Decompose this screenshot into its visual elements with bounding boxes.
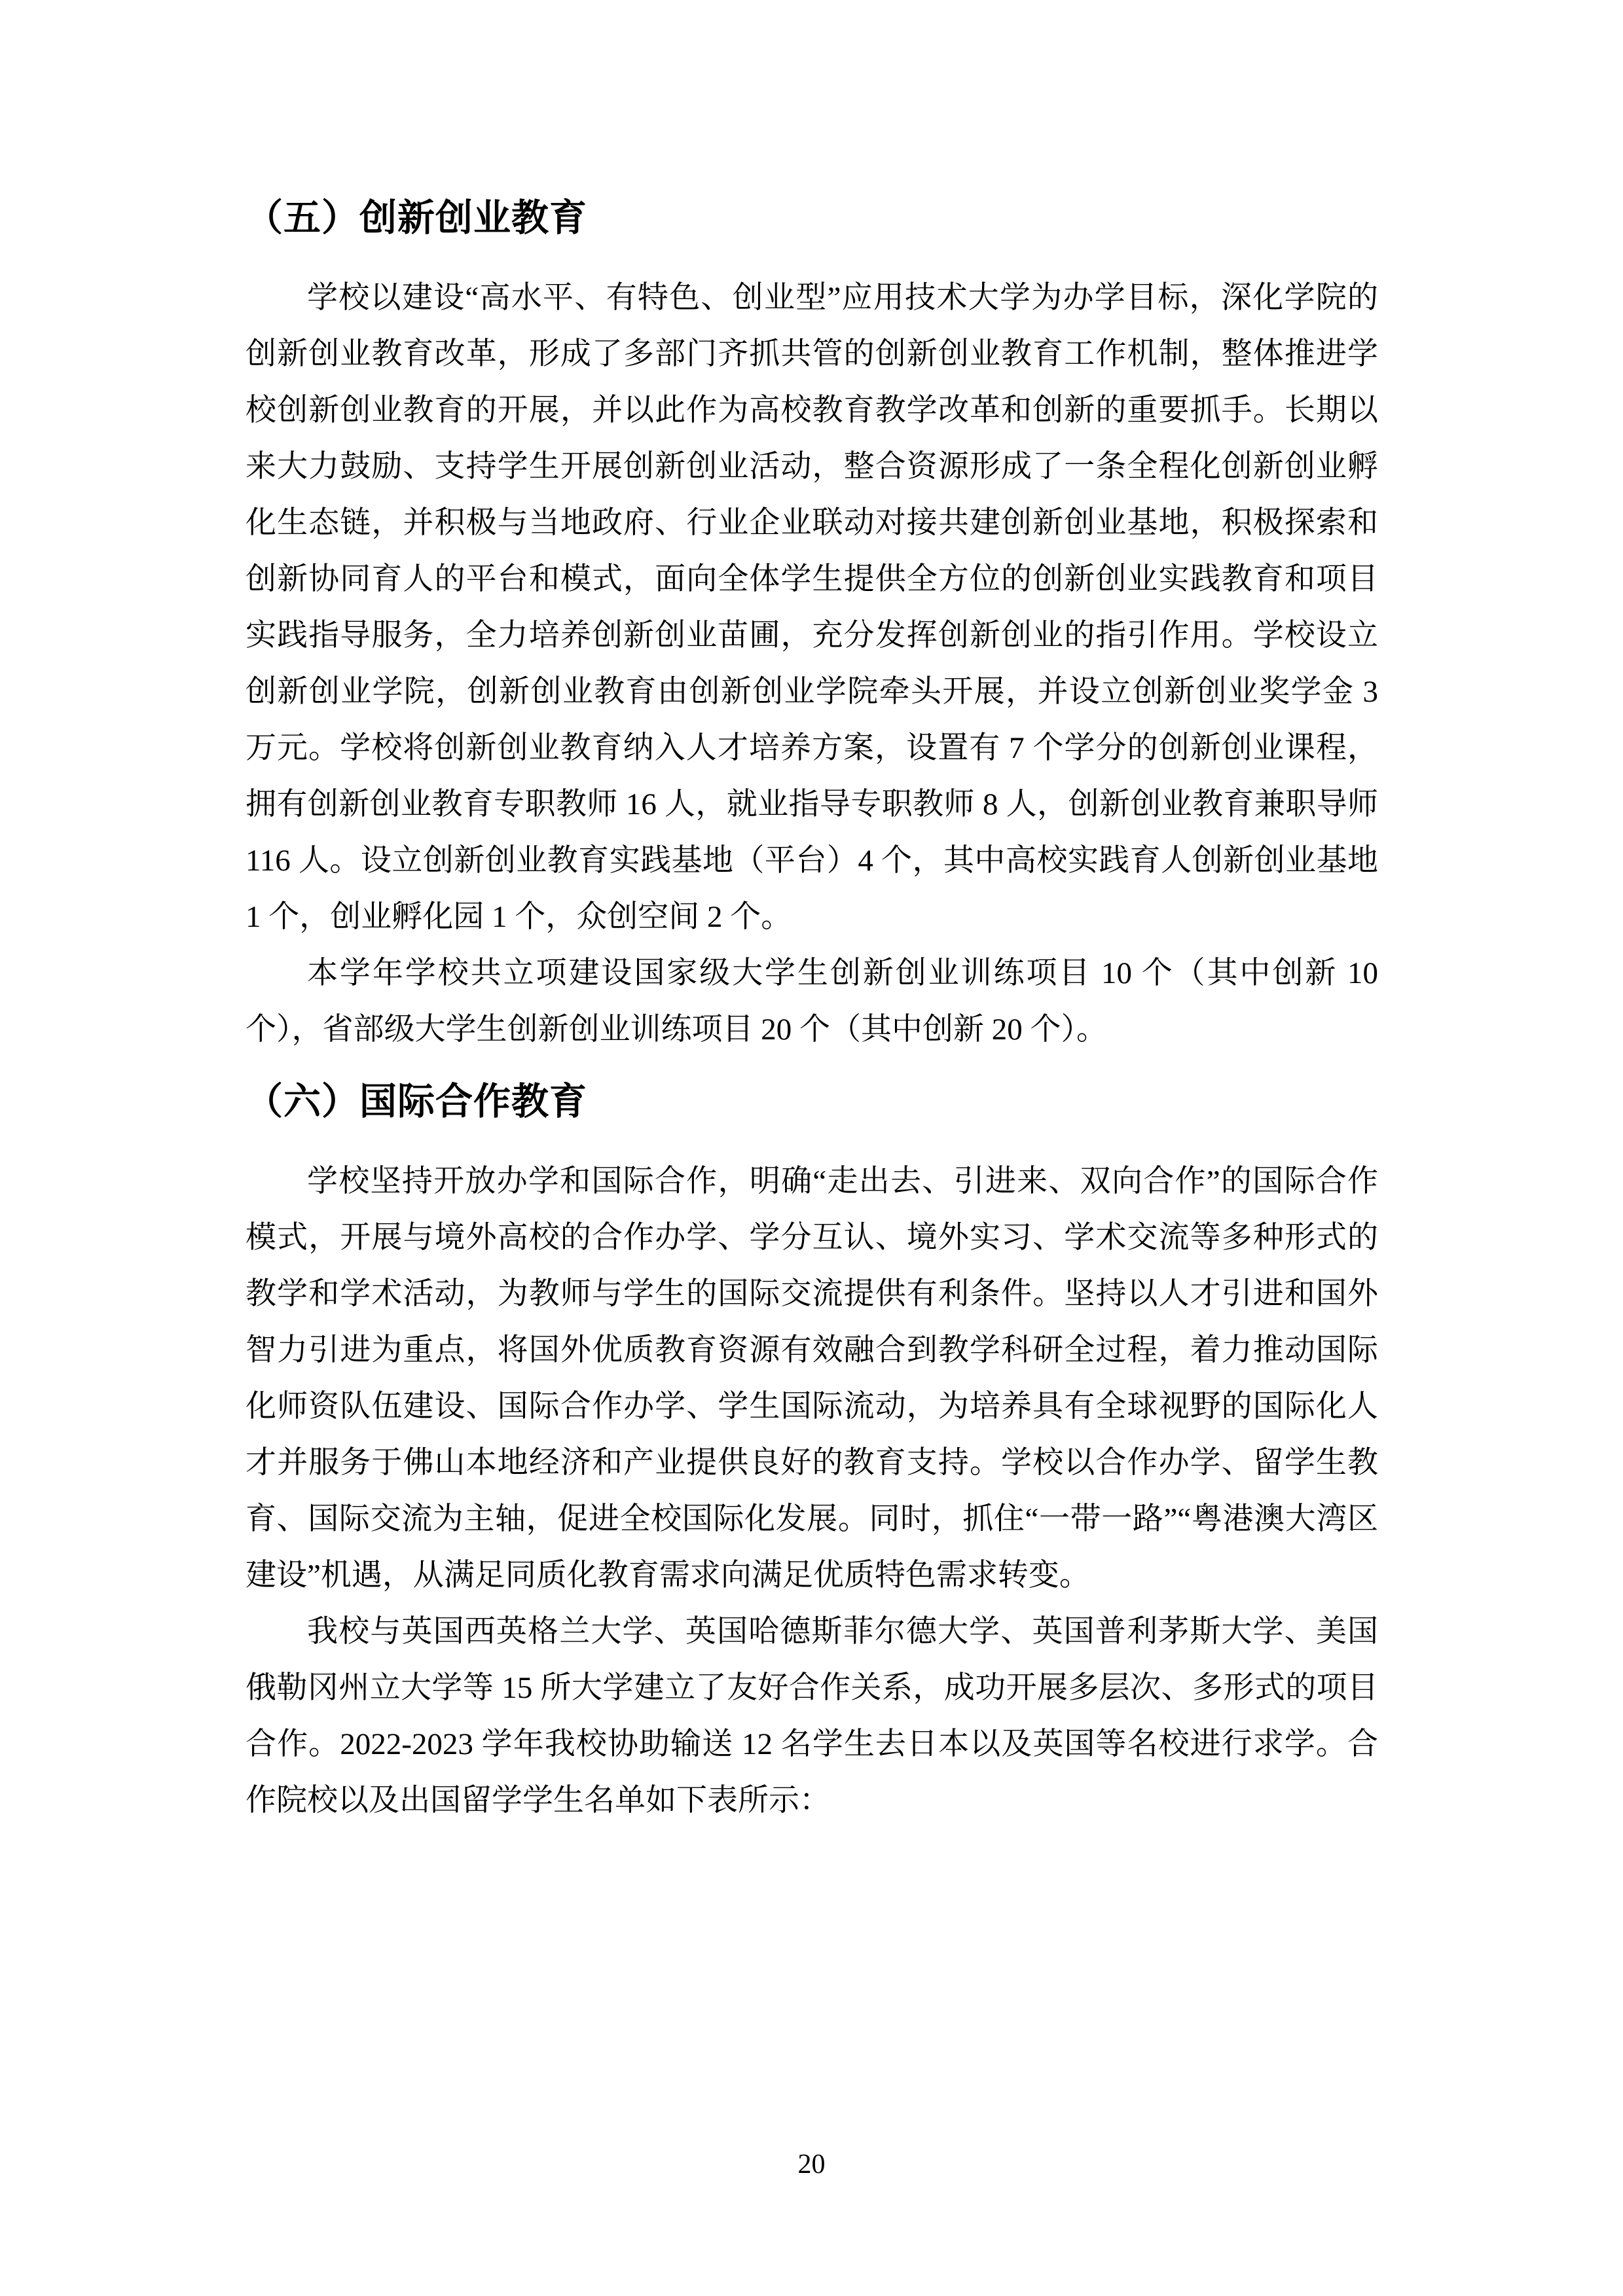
paragraph-innovation-training-projects: 本学年学校共立项建设国家级大学生创新创业训练项目 10 个（其中创新 10 个），省部级大学生创新创业训练项目 20 个（其中创新 20 个）。 (246, 956, 1378, 1047)
paragraph-international-overview: 学校坚持开放办学和国际合作，明确“走出去、引进来、双向合作”的国际合作模式，开展与境外高校的合作办学、学分互认、境外实习、学术交流等多种形式的教学和学术活动，为教师与学生的国际交流提供有利条件。坚持以人才引进和国外智力引进为重点，将国外优质教育资源有效融合到教学科研全过程，着力推动国际化师资队伍建设、国际合作办学、学生国际流动，为培养具有全球视野的国际化人才并服务于佛山本地经济和产业提供良好的教育支持。学校以合作办学、留学生教育、国际交流为主轴，促进全校国际化发展。同时，抓住“一带一路”“粤港澳大湾区建设”机遇，从满足同质化教育需求向满足优质特色需求转变。 (246, 1164, 1378, 1592)
section-heading-innovation-entrepreneurship-education: （五）创新创业教育 (246, 197, 587, 239)
section-heading-international-cooperation-education: （六）国际合作教育 (246, 1081, 587, 1122)
paragraph-international-partners: 我校与英国西英格兰大学、英国哈德斯菲尔德大学、英国普利茅斯大学、美国俄勒冈州立大学等 15 所大学建立了友好合作关系，成功开展多层次、多形式的项目合作。2022-2023 学年我校协助输送 12 名学生去日本以及英国等名校进行求学。合作院校以及出国留学学生名单如下表所示： (246, 1615, 1378, 1818)
page-number: 20 (797, 2149, 826, 2179)
page-content (246, 194, 1378, 1829)
paragraph-innovation-overview: 学校以建设“高水平、有特色、创业型”应用技术大学为办学目标，深化学院的创新创业教育改革，形成了多部门齐抓共管的创新创业教育工作机制，整体推进学校创新创业教育的开展，并以此作为高校教育教学改革和创新的重要抓手。长期以来大力鼓励、支持学生开展创新创业活动，整合资源形成了一条全程化创新创业孵化生态链，并积极与当地政府、行业企业联动对接共建创新创业基地，积极探索和创新协同育人的平台和模式，面向全体学生提供全方位的创新创业实践教育和项目实践指导服务，全力培养创新创业苗圃，充分发挥创新创业的指引作用。学校设立创新创业学院，创新创业教育由创新创业学院牵头开展，并设立创新创业奖学金 3 万元。学校将创新创业教育纳入人才培养方案，设置有 7 个学分的创新创业课程，拥有创新创业教育专职教师 16 人，就业指导专职教师 8 人，创新创业教育兼职导师 116 人。设立创新创业教育实践基地（平台）4 个，其中高校实践育人创新创业基地 1 个，创业孵化园 1 个，众创空间 2 个。 (246, 281, 1378, 934)
